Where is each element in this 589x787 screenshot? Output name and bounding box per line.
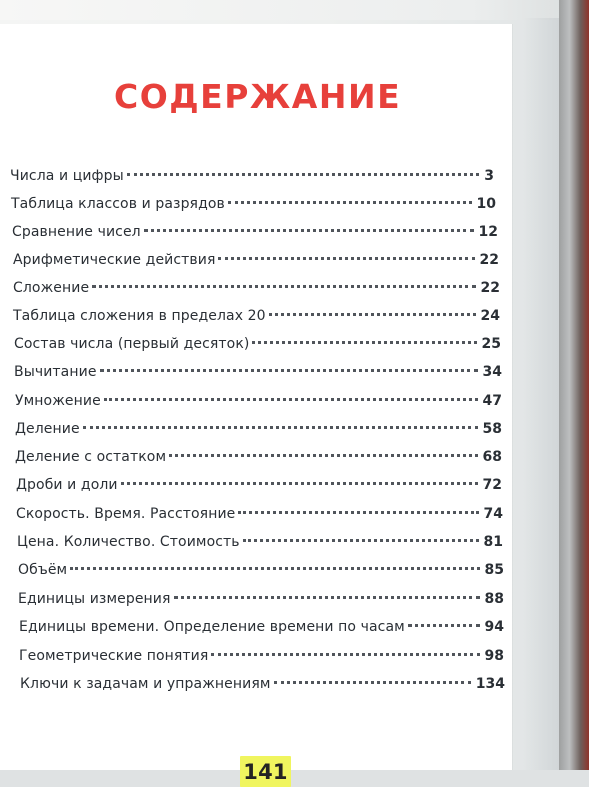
toc-entry-label: Сравнение чисел (12, 224, 141, 240)
toc-entry-label: Деление с остатком (15, 449, 167, 465)
toc-entry-label: Геометрические понятия (19, 648, 209, 664)
toc-leader (238, 511, 478, 514)
toc-entry-page: 94 (484, 619, 504, 635)
toc-entry-page: 25 (481, 336, 501, 352)
toc-entry-page: 72 (482, 477, 502, 493)
toc-entry-label: Дроби и доли (16, 477, 118, 493)
toc-entry (15, 421, 502, 438)
toc-leader (121, 482, 478, 485)
toc-leader (252, 341, 476, 344)
toc-leader (174, 596, 480, 599)
toc-entry-label: Числа и цифры (10, 168, 124, 184)
toc-entry (14, 364, 502, 381)
toc-entry-page: 88 (484, 591, 504, 607)
toc-entry-label: Единицы времени. Определение времени по часам (19, 619, 405, 635)
toc-entry-label: Ключи к задачам и упражнениям (20, 676, 271, 692)
toc-leader (243, 539, 479, 542)
toc-entry-page: 22 (479, 252, 499, 268)
toc-entry-label: Деление (15, 421, 80, 437)
book-spine (559, 0, 589, 770)
toc-entry-page: 98 (484, 648, 504, 664)
toc-entry-page: 10 (476, 196, 496, 212)
toc-leader (218, 257, 474, 260)
toc-entry (19, 619, 504, 636)
toc-leader (144, 229, 474, 232)
toc-leader (269, 313, 476, 316)
toc-entry-label: Объём (18, 562, 68, 578)
content-page (0, 24, 512, 784)
toc-entry (16, 506, 503, 523)
toc-entry (18, 562, 504, 579)
toc-leader (70, 567, 479, 570)
toc-leader (169, 454, 477, 457)
toc-entry-label: Состав числа (первый десяток) (14, 336, 250, 352)
toc-leader (211, 653, 479, 656)
toc-entry (10, 168, 494, 185)
toc-leader (83, 426, 478, 429)
toc-entry (15, 393, 502, 410)
toc-leader (274, 681, 471, 684)
toc-entry (14, 336, 501, 353)
toc-entry-page: 58 (482, 421, 502, 437)
toc-entry-page: 81 (483, 534, 503, 550)
toc-entry (13, 280, 500, 297)
toc-entry (20, 676, 505, 693)
toc-entry-page: 24 (480, 308, 500, 324)
toc-entry-page: 68 (482, 449, 502, 465)
toc-entry-label: Вычитание (14, 364, 97, 380)
toc-leader (408, 624, 480, 627)
toc-entry-label: Арифметические действия (13, 252, 216, 268)
toc-entry (13, 252, 499, 269)
toc-entry-page: 3 (484, 168, 494, 184)
toc-leader (127, 173, 479, 176)
toc-entry-page: 85 (484, 562, 504, 578)
toc-entry-page: 47 (482, 393, 502, 409)
toc-entry-page: 74 (483, 506, 503, 522)
toc-entry (19, 648, 504, 665)
toc-entry-label: Умножение (15, 393, 101, 409)
page-number: 141 (240, 756, 291, 787)
toc-entry-page: 12 (478, 224, 498, 240)
toc-leader (92, 285, 475, 288)
toc-leader (228, 201, 472, 204)
toc-entry (12, 224, 498, 241)
toc-entry-page: 22 (480, 280, 500, 296)
page-top-edge (0, 0, 589, 20)
toc-entry (15, 449, 502, 466)
toc-entry (16, 477, 502, 494)
page-title: СОДЕРЖАНИЕ (114, 77, 402, 116)
toc-entry-page: 34 (482, 364, 502, 380)
toc-entry-label: Сложение (13, 280, 90, 296)
toc-entry-label: Таблица классов и разрядов (11, 196, 225, 212)
toc-entry-page: 134 (475, 676, 505, 692)
toc-entry (18, 591, 504, 608)
toc-entry (17, 534, 503, 551)
toc-entry-label: Таблица сложения в пределах 20 (13, 308, 266, 324)
toc-entry-label: Цена. Количество. Стоимость (17, 534, 240, 550)
toc-entry-label: Скорость. Время. Расстояние (16, 506, 236, 522)
toc-entry-label: Единицы измерения (18, 591, 171, 607)
toc-entry (13, 308, 500, 325)
toc-leader (100, 369, 478, 372)
toc-entry (11, 196, 496, 213)
toc-leader (104, 398, 478, 401)
